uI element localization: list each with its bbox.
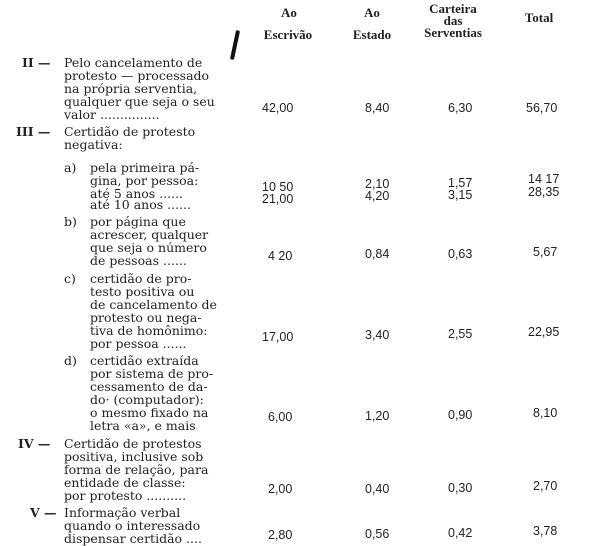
item-iii-c-line: tiva de homônimo:	[90, 323, 208, 338]
item-v-total: 3,78	[533, 524, 558, 538]
item-iii-b-total: 5,67	[533, 245, 558, 259]
item-iii-a-carteira-5anos: 1,57	[448, 176, 473, 190]
item-iv-roman: IV —	[18, 436, 51, 451]
item-v-escrivao: 2,80	[268, 528, 293, 542]
item-iii-line: Certidão de protesto	[64, 124, 196, 139]
item-iv-line: positiva, inclusive sob	[64, 449, 204, 464]
item-v-carteira: 0,42	[448, 526, 473, 540]
item-iii-b-line: por página que	[90, 214, 186, 229]
item-ii-total: 56,70	[526, 101, 558, 115]
item-iii-c-line: protesto ou nega-	[90, 310, 202, 325]
item-iii-d-line: certidão extraída	[90, 353, 199, 368]
item-iii-b-line: acrescer, qualquer	[90, 227, 209, 242]
item-ii-line: qualquer que seja o seu	[64, 94, 215, 109]
item-v-estado: 0,56	[365, 527, 390, 541]
item-iii-roman: III —	[16, 124, 51, 139]
item-iii-d-total: 8,10	[533, 406, 558, 420]
item-iii-c-carteira: 2,55	[448, 327, 473, 341]
item-iii-d-carteira: 0,90	[448, 408, 473, 422]
header-total: Total	[524, 10, 554, 25]
item-v-line: dispensar certidão ....	[64, 531, 202, 546]
item-iii-c-line: de cancelamento de	[90, 297, 217, 312]
item-iii-d-estado: 1,20	[365, 409, 390, 423]
header-carteira-line1: Carteira	[429, 1, 477, 16]
item-iv-line: forma de relação, para	[64, 462, 209, 477]
item-v-roman: V —	[30, 505, 57, 520]
item-iii-a-escrivao-5anos: 10 50	[262, 180, 294, 194]
item-iii-d-line: cessamento de da-	[90, 379, 208, 394]
item-iv-estado: 0,40	[365, 482, 390, 496]
item-iii-c-escrivao: 17,00	[262, 330, 294, 344]
item-iii-c-line: testo positiva ou	[90, 284, 195, 299]
item-iii-c-line: certidão de pro-	[90, 271, 192, 286]
item-iii-line: negativa:	[64, 137, 123, 152]
item-iv-escrivao: 2,00	[268, 482, 293, 496]
item-ii-estado: 8,40	[365, 101, 390, 115]
item-iv-carteira: 0,30	[448, 481, 473, 495]
item-iii-b-escrivao: 4 20	[268, 249, 293, 263]
item-iii-d-letter: d)	[64, 353, 77, 368]
item-v-line: Informação verbal	[64, 505, 181, 520]
item-ii-carteira: 6,30	[448, 101, 473, 115]
item-iii-b-estado: 0,84	[365, 247, 390, 261]
header-escrivao-line2: Escrivão	[263, 27, 313, 42]
item-iv-line: entidade de classe:	[64, 475, 186, 490]
item-ii-roman: II —	[22, 55, 51, 70]
item-iii-a-estado-5anos: 2,10	[365, 177, 390, 191]
header-estado-line1: Ao	[364, 5, 380, 20]
item-iii-d-line: do· (computador):	[90, 392, 204, 407]
item-iii-b-line: que seja o número	[90, 240, 207, 255]
item-ii-escrivao: 42,00	[262, 101, 294, 115]
item-iii-c-estado: 3,40	[365, 328, 390, 342]
item-iii-a-total-10anos: 28,35	[528, 185, 560, 199]
item-ii-line: na própria serventia,	[64, 81, 198, 96]
item-iii-b-line: de pessoas ......	[90, 253, 187, 268]
item-iii-a-line: até 10 anos ......	[90, 197, 191, 212]
item-iii-a-escrivao-10anos: 21,00	[262, 192, 294, 206]
item-iii-a-line: até 5 anos ......	[90, 186, 184, 201]
item-iii-a-estado-10anos: 4,20	[365, 189, 390, 203]
item-iii-b-carteira: 0,63	[448, 247, 473, 261]
item-iii-a-total-5anos: 14 17	[528, 172, 560, 186]
item-ii-line: protesto — processado	[64, 68, 210, 83]
item-iii-d-line: letra «a», e mais	[90, 418, 196, 433]
item-ii-line: Pelo cancelamento de	[64, 55, 203, 70]
item-iv-total: 2,70	[533, 479, 558, 493]
ink-mark	[230, 30, 240, 60]
item-iii-d-line: o mesmo fixado na	[90, 405, 209, 420]
item-iv-line: Certidão de protestos	[64, 436, 202, 451]
header-carteira-line3: Serventias	[424, 25, 482, 40]
item-iii-c-letter: c)	[64, 271, 76, 286]
item-ii-line: valor ...............	[64, 107, 160, 122]
item-iii-b-letter: b)	[64, 214, 77, 229]
item-iii-a-line: gina, por pessoa:	[90, 173, 199, 188]
item-v-line: quando o interessado	[64, 518, 201, 533]
item-iii-d-escrivao: 6,00	[268, 410, 293, 424]
item-iii-c-total: 22,95	[528, 325, 560, 339]
item-iii-c-line: por pessoa ......	[90, 336, 187, 351]
header-estado-line2: Estado	[352, 27, 392, 42]
item-iv-line: por protesto ..........	[64, 488, 187, 503]
item-iii-a-carteira-10anos: 3,15	[448, 188, 473, 202]
header-carteira-line2: das	[443, 13, 463, 28]
header-escrivao-line1: Ao	[281, 5, 297, 20]
item-iii-a-letter: a)	[64, 160, 77, 175]
item-iii-d-line: por sistema de pro-	[90, 366, 214, 381]
item-iii-a-line: pela primeira pá-	[90, 160, 200, 175]
